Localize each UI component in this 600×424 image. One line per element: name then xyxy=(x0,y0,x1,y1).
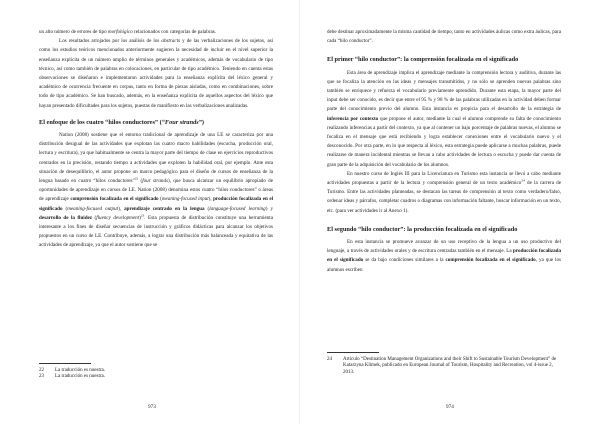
section-heading-second-strand: El segundo “hilo conductor”: la producción focalizada en el significado xyxy=(327,225,518,233)
text-run: comprensión focalizada en el significado xyxy=(445,257,536,264)
footnote-ref: 22 xyxy=(134,176,139,181)
right-intro-paragraphs xyxy=(327,28,561,46)
footnote-text: La traducción es nuestra. xyxy=(55,368,105,373)
text-run: En nuestro curso de Inglés III para la Licenciatura en Turismo esta instancia se llevó a cabo mediante actividades propuestas a partir de la lectura y comprensión general de un texto académico xyxy=(327,170,561,187)
footnote-text: Artículo “Destination Management Organizations and their Shift to Sustainable Tourism Development” de Katarzyna Klimek, publicado en European Journal of Tourism, Hospitality and Recreation, vol 4-issue 2, 2013. xyxy=(343,357,557,375)
text-run: de la carrera de Turismo. Entre las actividades planteadas, se destacan las tareas de comprensión al texto como verdadero/falso, ordenar ideas y párrafos, completar cuadros o diagramas con información faltante, buscar información en un texto, etc. (para ver actividades ir al Anexo 1). xyxy=(327,180,561,214)
text-run: morfológico xyxy=(107,29,133,35)
text-run: . Esta propuesta de distribución constituye una herramienta interesante a los fines de diseñar secuencias de instrucción y gráficos didácticas para alcanzar los objetivos propuestos en un curso de LE. Contribuye, además, a lograr una distribución más balanceada y equitativa de las actividades de aprendizaje, ya que el autor sostiene que se xyxy=(39,214,273,249)
text-run: ), xyxy=(118,205,125,212)
text-run: aprendizaje centrado en la lengua xyxy=(124,205,205,212)
text-run: abstracts xyxy=(161,38,181,45)
text-run: debe destinar aproximadamente la misma cantidad de tiempo, tanto en actividades áulicas como extra áulicas, para cada “hilo conductor”. xyxy=(327,29,561,45)
text-run: ) xyxy=(139,214,141,221)
text-run: ), que busca alcanzar un equilibrio apropiado de oportunidades de aprendizaje en cursos de LE. Nation (2008) denomina estos cuatro “hilos conductores” o áreas de aprendizaje xyxy=(39,178,273,203)
paragraph xyxy=(327,238,561,275)
text-run: ( xyxy=(138,178,143,185)
text-run: un alto número de errores de tipo xyxy=(39,29,108,35)
text-run: y de las verbalizaciones de los sujetos, así como los estudios teóricos mencionados anteriormente sugieren la necesidad de incluir en el nivel superior la enseñanza explícita de un número amplio de términos generales y académicos, además de vocabulario de tipo técnico, así como también de palabras en colocaciones, en particular de tipo académico. Teniendo en cuenta estas observaciones se diseñaron e implementaron actividades para la enseñanza explícita del léxico general y académico de ocurrencia frecuente en corpus, tanto en forma de piezas aisladas, como en combinaciones, sobre todo de tipo académico. Se han buscado, además, en la enseñanza explícita de aquellos aspectos del léxico que hayan presentado dificultades para los sujetos, puestas de manifiesto en las verbalizaciones analizadas. xyxy=(39,38,273,109)
text-run: ( xyxy=(158,196,162,203)
footnote-rule xyxy=(327,352,379,353)
paragraph xyxy=(39,28,273,37)
text-run: producción focalizada en el significado xyxy=(39,196,273,212)
text-run: relacionados con categorías de palabras. xyxy=(132,29,216,35)
heading-italic-text: “Four strands” xyxy=(161,118,202,126)
section-heading-four-strands xyxy=(39,118,273,127)
heading-text-end: ) xyxy=(201,118,204,126)
footnote-mark: 24 xyxy=(327,357,332,362)
left-text-column xyxy=(39,28,273,251)
right-footnotes xyxy=(327,352,561,376)
footnote xyxy=(327,357,561,376)
text-run: ), xyxy=(208,196,214,203)
text-run: Nation (2008) sostiene que el entorno tradicional de aprendizaje de una LE se caracteriza por una distribución desigual de las actividades que explotan las cuatro macro habilidades (escucha, producción oral, lectura y escritura), ya que habitualmente se centra la mayor parte del tiempo de clase en ejercicios reproductivos centrados en la precisión, restando tiempo a actividades que exploten la habilidad oral, por ejemplo. Ante esta situación de desequilibrio, el autor propone un marco pedagógico para el diseño de cursos de enseñanza de la lengua basado en cuatro “hilos conductores” xyxy=(39,132,273,185)
page-number: 973 xyxy=(148,404,156,410)
footnote-ref: 23 xyxy=(140,213,145,218)
text-run: inferencia por contexto xyxy=(327,115,379,122)
paragraph xyxy=(39,131,273,251)
paragraph xyxy=(39,37,273,111)
section-heading-first-strand: El primer “hilo conductor”: la comprensión focalizada en el significado xyxy=(327,56,519,64)
left-intro-paragraphs xyxy=(39,28,273,111)
text-run: Esta área de aprendizaje implica el aprendizaje mediante la comprensión lectora y auditiva, durante las que se focaliza la atención en las ideas y mensajes transmitidos, y no sólo se aprenden nuevas palabras sino también se enriquece y refuerza el vocabulario previamente aprendido. Durante esta etapa, la mayor parte del input debe ser conocido, es decir que entre el 95 % y 98 % de las palabras utilizadas en la actividad deben formar parte del conocimiento previo del alumno. Esta instancia es propicia para el desarrollo de la estrategia de xyxy=(327,69,561,113)
footnote-text: La traducción es nuestra. xyxy=(55,374,105,380)
text-run: meaning-focused output xyxy=(67,205,119,212)
paragraph xyxy=(327,69,561,170)
right-page xyxy=(300,0,600,424)
text-run: ( xyxy=(92,214,97,221)
text-run: four strands xyxy=(142,178,168,185)
text-run: fluency development xyxy=(96,214,140,221)
left-body-paragraphs xyxy=(39,131,273,251)
paragraph xyxy=(327,28,561,46)
text-run: se da bajo condiciones similares a la xyxy=(363,257,446,264)
footnote-mark: 22 xyxy=(39,368,44,373)
page-number: 974 xyxy=(446,404,454,410)
right-text-column xyxy=(327,28,561,275)
text-run: , ya que los alumnos escriben xyxy=(327,257,561,273)
footnote xyxy=(39,374,273,380)
text-run: comprensión focalizada en el significado xyxy=(70,196,159,203)
heading-text: El enfoque de los cuatro “hilos conductores” ( xyxy=(39,118,162,126)
text-run: ( xyxy=(204,205,210,212)
right-body-paragraphs xyxy=(327,69,561,216)
text-run: que propone el autor, mediante la cual el alumno comprende su falta de conocimiento realizando inferencias a partir del contexto, ya que al contener un bajo porcentaje de palabras nuevas, el alumno se focaliza en el mensaje que está recibiendo y logra establecer conexiones entre el vocabulario nuevo y el desconocido. Por otra parte, en lo que respecta al léxico, esta estrategia puede aplicarse a muchas palabras, puede realizarse de manera incidental mientras se llevan a cabo actividades de lectura o escucha y puede dar cuenta de gran parte de la adquisición del vocabulario de los alumnos. xyxy=(327,115,561,168)
left-footnotes xyxy=(39,363,273,381)
text-run: language-focused learning xyxy=(209,205,266,212)
paragraph xyxy=(327,170,561,216)
text-run: meaning-focused input xyxy=(161,196,209,203)
text-run: Los resultados arrojados por los análisis de los xyxy=(59,38,162,45)
text-run: ( xyxy=(62,205,68,212)
text-run: producción focalizada en el significado xyxy=(327,248,562,264)
text-run: En esta instancia se promueve avanzar de un uso receptivo de la lengua a un uso productivo del lenguaje, a través de actividades orales y de escritura centradas también en el mensaje. La xyxy=(327,239,561,255)
footnote-mark: 23 xyxy=(39,374,44,380)
footnote-rule xyxy=(39,363,91,364)
right-final-paragraphs xyxy=(327,238,561,275)
footnote-ref: 24 xyxy=(521,178,525,183)
text-run: ) y xyxy=(265,205,273,212)
text-run: desarrollo de la fluidez xyxy=(39,214,93,221)
